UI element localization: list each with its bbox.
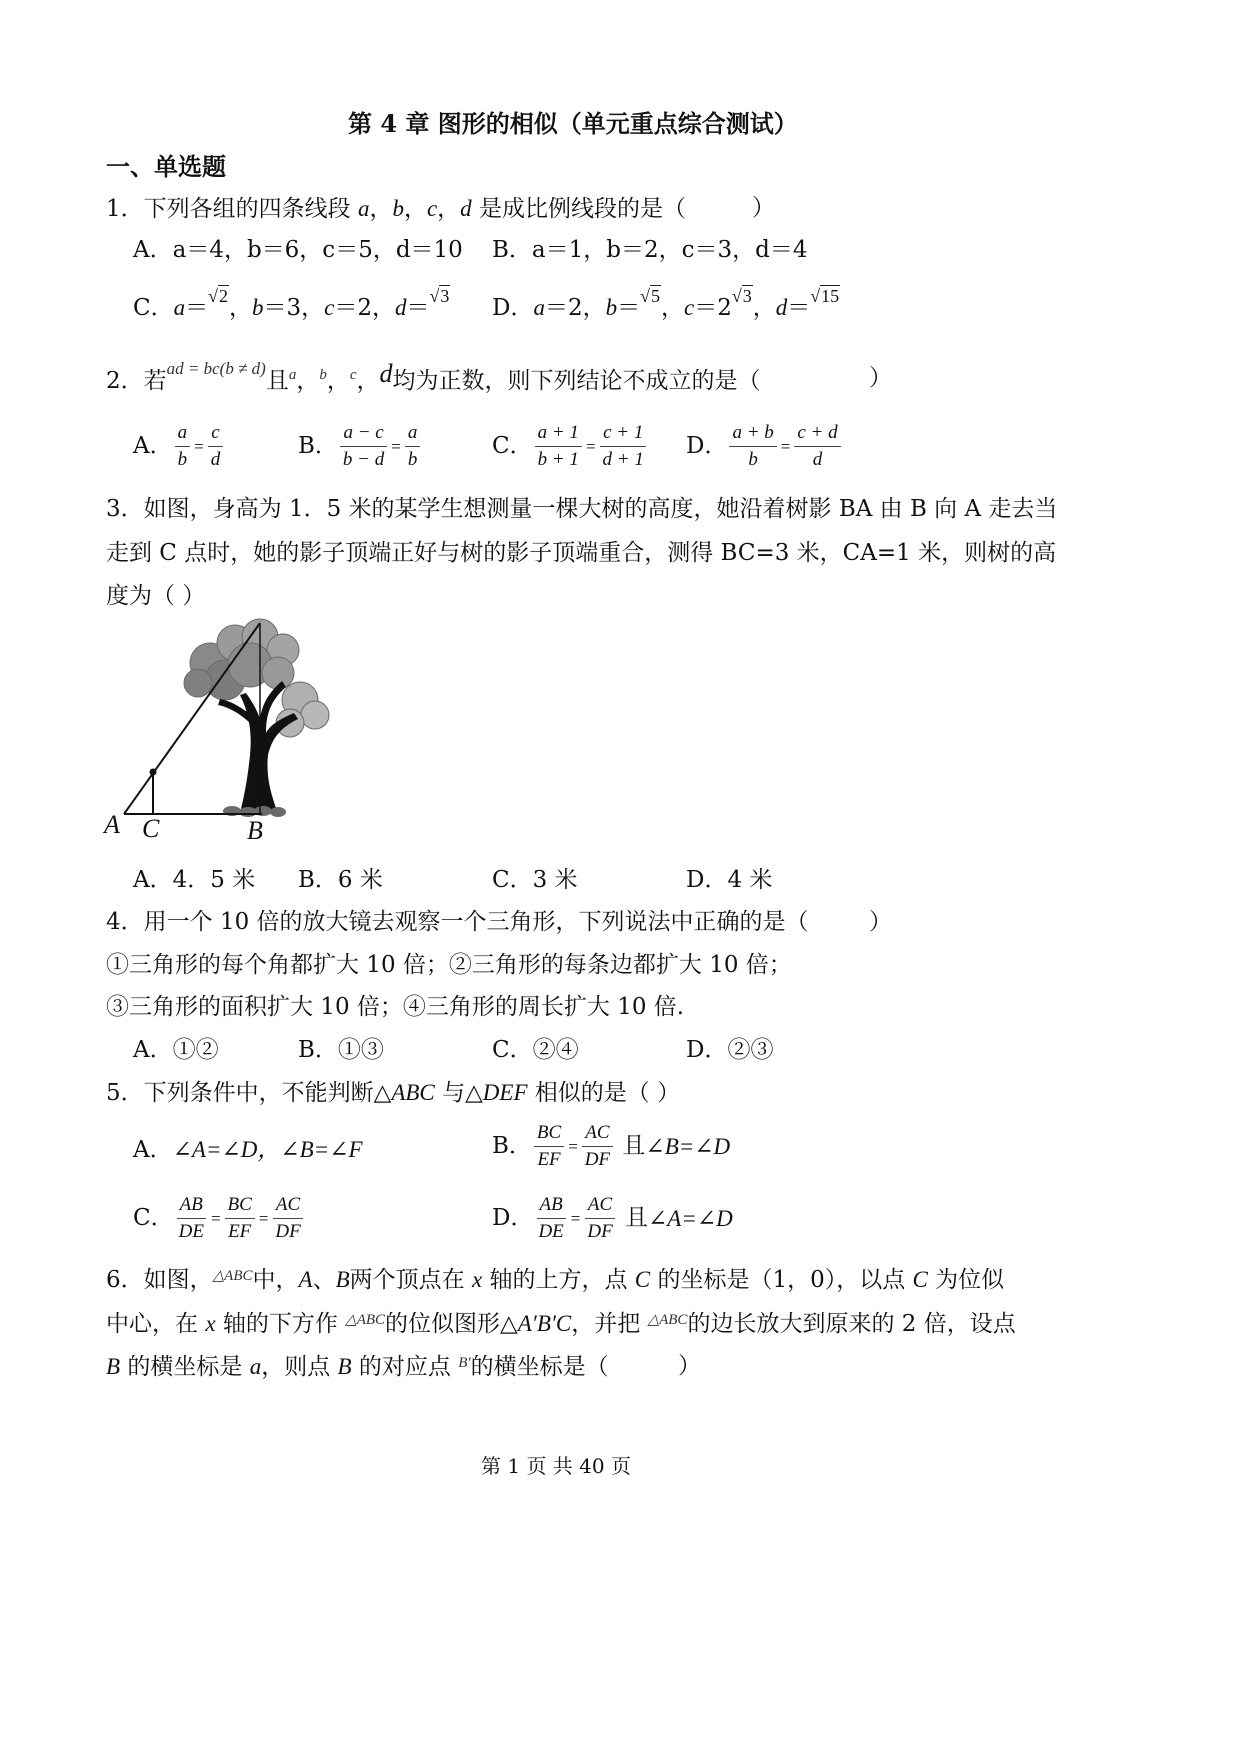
- q4-option-d[interactable]: D．②③: [686, 1037, 774, 1063]
- q2-option-b[interactable]: B． $\frac{a - c}{b - d}$ = $\frac{a}{b}$: [298, 422, 422, 471]
- q5-option-a[interactable]: A．∠A=∠D，∠B=∠F: [133, 1137, 363, 1163]
- question-4-line-3: ③三角形的面积扩大 10 倍；④三角形的周长扩大 10 倍.: [106, 994, 685, 1020]
- question-2-stem: 2．若$^{ad = bc(b \ne d)}$且$^a$，$^b$，$^c$，d均为正数，则下列结论不成立的是（: [106, 359, 761, 394]
- question-3-line-3: 度为（ ）: [106, 583, 206, 609]
- q5-option-d[interactable]: D． $\frac{AB}{DE}$ = $\frac{AC}{DF}$ 且∠A=∠D: [492, 1194, 733, 1242]
- q3-option-b[interactable]: B．6 米: [298, 867, 383, 893]
- q5-option-c[interactable]: C． $\frac{AB}{DE}$ = $\frac{BC}{EF}$ = $\frac{AC}{DF}$: [133, 1194, 306, 1243]
- sqrt-symbol: √5: [640, 286, 660, 306]
- question-6-line-1: 6．如图，$^{\triangle ABC}$中，A、B两个顶点在 x 轴的上方，点 C 的坐标是（1，0），以点 C 为位似: [106, 1267, 1005, 1293]
- sqrt-symbol: √3: [731, 286, 752, 306]
- page-footer: 第 1 页 共 40 页: [481, 1454, 631, 1478]
- question-3-line-2: 走到 C 点时，她的影子顶端正好与树的影子顶端重合，测得 BC=3 米，CA=1 米，则树的高: [106, 540, 1057, 566]
- question-4-answer-paren: ）: [869, 909, 892, 935]
- q3-option-d[interactable]: D．4 米: [686, 867, 773, 893]
- q4-option-b[interactable]: B．①③: [298, 1037, 384, 1063]
- sqrt-symbol: √2: [208, 286, 228, 306]
- label-a: A: [104, 810, 120, 839]
- question-6-answer-paren: ）: [678, 1353, 701, 1379]
- page-title: 第 4 章 图形的相似（单元重点综合测试）: [348, 109, 798, 138]
- section-heading: 一、单选题: [106, 152, 226, 181]
- q1-option-a[interactable]: A．a＝4，b＝6，c＝5，d＝10: [133, 237, 463, 263]
- person-head: [150, 769, 157, 776]
- q3-option-c[interactable]: C．3 米: [492, 867, 578, 893]
- question-1-answer-paren: ）: [752, 195, 775, 221]
- q3-option-a[interactable]: A．4．5 米: [133, 867, 256, 893]
- q1-option-b[interactable]: B．a＝1，b＝2，c＝3，d＝4: [492, 237, 808, 263]
- tree-shadow-figure: [100, 615, 340, 850]
- question-3-line-1: 3．如图，身高为 1．5 米的某学生想测量一棵大树的高度，她沿着树影 BA 由 B 向 A 走去当: [106, 496, 1058, 522]
- question-4-line-2: ①三角形的每个角都扩大 10 倍；②三角形的每条边都扩大 10 倍；: [106, 952, 792, 978]
- q2-option-c[interactable]: C． $\frac{a + 1}{b + 1}$ = $\frac{c + 1}{d + 1}$: [492, 422, 649, 471]
- sqrt-symbol: √15: [810, 286, 840, 306]
- question-6-line-3: B 的横坐标是 a，则点 B 的对应点 $^{B'}$的横坐标是（: [106, 1354, 609, 1380]
- shadow-ray-line: [124, 623, 260, 814]
- q4-option-a[interactable]: A．①②: [133, 1037, 219, 1063]
- label-c: C: [142, 814, 160, 843]
- sqrt-symbol: √3: [429, 286, 450, 306]
- label-b: B: [247, 816, 263, 845]
- question-6-line-2: 中心，在 x 轴的下方作 $^{\triangle ABC}$的位似图形△A′B′C，并把 $^{\triangle ABC}$的边长放大到原来的 2 倍，设点: [106, 1311, 1016, 1337]
- q1-option-c[interactable]: C．a＝$^{√2}$，b＝3，c＝2，d＝$^{√3}$: [133, 286, 450, 321]
- q2-option-d[interactable]: D． $\frac{a + b}{b}$ = $\frac{c + d}{d}$: [686, 422, 843, 471]
- q5-option-b[interactable]: B． $\frac{BC}{EF}$ = $\frac{AC}{DF}$ 且∠B=∠D: [492, 1122, 731, 1170]
- q1-option-d[interactable]: D．a＝2，b＝$^{√5}$，$c=2^{√3}$，d＝$^{√15}$: [492, 286, 840, 321]
- question-4-stem: 4．用一个 10 倍的放大镜去观察一个三角形，下列说法中正确的是（: [106, 909, 809, 935]
- q2-option-a[interactable]: A． $\frac{a}{b}$ = $\frac{c}{d}$: [133, 422, 225, 471]
- question-5-stem: 5．下列条件中，不能判断△ABC 与△DEF 相似的是（ ）: [106, 1080, 681, 1106]
- q4-option-c[interactable]: C．②④: [492, 1037, 579, 1063]
- question-1-stem: 1．下列各组的四条线段 a，b，c，d 是成比例线段的是（: [106, 196, 686, 222]
- question-2-answer-paren: ）: [869, 365, 892, 391]
